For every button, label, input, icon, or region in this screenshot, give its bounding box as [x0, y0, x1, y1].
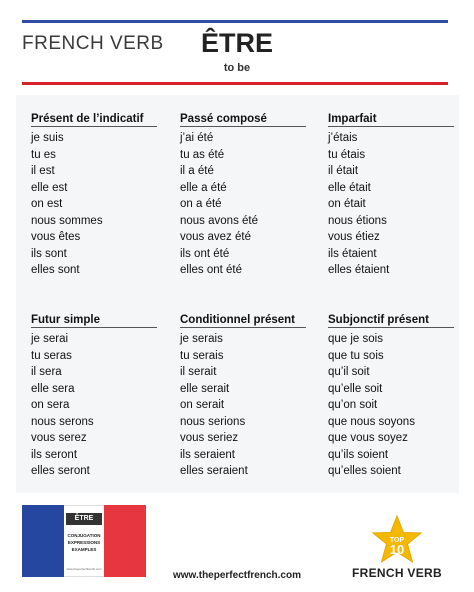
conj-form: je serais [180, 333, 223, 345]
conj-form: elle a été [180, 181, 227, 194]
promo-lines [60, 532, 108, 553]
conj-form: ils seront [31, 448, 78, 461]
tense-title: Passé composé [180, 113, 306, 127]
conj-form: il sera [31, 366, 62, 378]
conj-form: elles seront [31, 465, 90, 477]
flag-red-stripe [104, 505, 146, 577]
tense-subjonctif [328, 314, 454, 480]
conj-form: elle est [31, 181, 68, 194]
promo-url: www.theperfectfrench.com [66, 567, 102, 571]
promo-line: EXPRESSIONS [67, 540, 101, 545]
tense-futur-simple [31, 314, 157, 480]
conj-form: vous avez été [180, 231, 251, 243]
verb-translation: to be [223, 62, 251, 74]
tense-title: Présent de l’indicatif [31, 113, 157, 127]
tense-title: Conditionnel présent [180, 314, 306, 328]
conj-form: on a été [180, 198, 222, 210]
conj-form: qu’elle soit [328, 382, 383, 395]
flag-blue-stripe [22, 505, 64, 577]
conj-form: j’étais [328, 132, 358, 144]
conj-form: elles seraient [180, 465, 248, 477]
conj-form: ils sont [31, 247, 67, 260]
tense-imparfait [328, 113, 454, 279]
promo-badge: ÊTRE [66, 513, 102, 525]
conj-form: on est [31, 198, 63, 210]
conj-form: qu’elles soient [328, 465, 401, 477]
conj-form: que vous soyez [328, 432, 408, 444]
tense-conditionnel [180, 314, 306, 480]
conj-form: elles sont [31, 264, 80, 276]
conj-form: il serait [180, 366, 217, 378]
conj-form: elle était [328, 181, 371, 194]
conj-form: on sera [31, 399, 70, 411]
top10-star-icon [371, 514, 423, 566]
promo-flag-card[interactable] [22, 505, 146, 577]
red-rule [22, 82, 448, 85]
conj-form: que je sois [328, 333, 383, 345]
conj-form: qu’il soit [328, 366, 370, 378]
conj-form: ils ont été [180, 247, 230, 260]
tense-present [31, 113, 157, 279]
conj-form: vous êtes [31, 231, 81, 243]
conj-form: tu serais [180, 349, 224, 362]
conj-form: vous serez [31, 432, 87, 444]
conjugation-list [31, 331, 157, 480]
star-top-text: TOP [389, 537, 405, 544]
conjugation-list [328, 130, 454, 279]
conj-form: elle serait [180, 382, 230, 395]
conj-form: il a été [180, 165, 214, 177]
tense-title: Imparfait [328, 113, 454, 127]
conjugation-list [180, 130, 306, 279]
tense-title: Futur simple [31, 314, 157, 328]
conj-form: elle sera [31, 382, 75, 395]
conj-form: elles ont été [180, 264, 243, 276]
conj-form: qu’ils soient [328, 448, 389, 461]
site-url-link[interactable]: www.theperfectfrench.com [173, 570, 301, 581]
conj-form: ils étaient [328, 247, 377, 260]
conj-form: elles étaient [328, 264, 390, 276]
promo-line: EXAMPLES [71, 547, 97, 552]
conjugation-list [31, 130, 157, 279]
conj-form: nous sommes [31, 214, 103, 227]
conj-form: que tu sois [328, 349, 384, 362]
conj-form: que nous soyons [328, 415, 415, 428]
conjugation-list [180, 331, 306, 480]
tense-passe-compose [180, 113, 306, 279]
conj-form: tu étais [328, 148, 366, 161]
conj-form: tu as été [180, 148, 225, 161]
conj-form: vous étiez [328, 231, 380, 243]
header-label: FRENCH VERB [22, 33, 164, 54]
conj-form: tu seras [31, 349, 72, 362]
conj-form: il est [31, 165, 55, 177]
conj-form: je suis [31, 132, 64, 144]
conj-form: on était [328, 198, 366, 210]
footer-brand: FRENCH VERB [352, 566, 442, 580]
conj-form: vous seriez [180, 432, 239, 444]
conjugation-list [328, 331, 454, 480]
conj-form: on serait [180, 399, 225, 411]
conj-form: tu es [31, 148, 56, 161]
tense-title: Subjonctif présent [328, 314, 454, 328]
conj-form: nous avons été [180, 214, 259, 227]
conj-form: qu’on soit [328, 399, 378, 411]
conj-form: ils seraient [180, 448, 235, 461]
verb-title: ÊTRE [200, 28, 273, 58]
conj-form: il était [328, 165, 359, 177]
conj-form: nous serions [180, 415, 246, 428]
conj-form: j’ai été [180, 132, 214, 144]
promo-line: CONJUGATION [67, 533, 101, 538]
conj-form: nous serons [31, 415, 94, 428]
top-blue-rule [22, 20, 448, 23]
star-number: 10 [389, 542, 405, 557]
conj-form: je serai [31, 333, 69, 345]
conj-form: nous étions [328, 214, 387, 227]
